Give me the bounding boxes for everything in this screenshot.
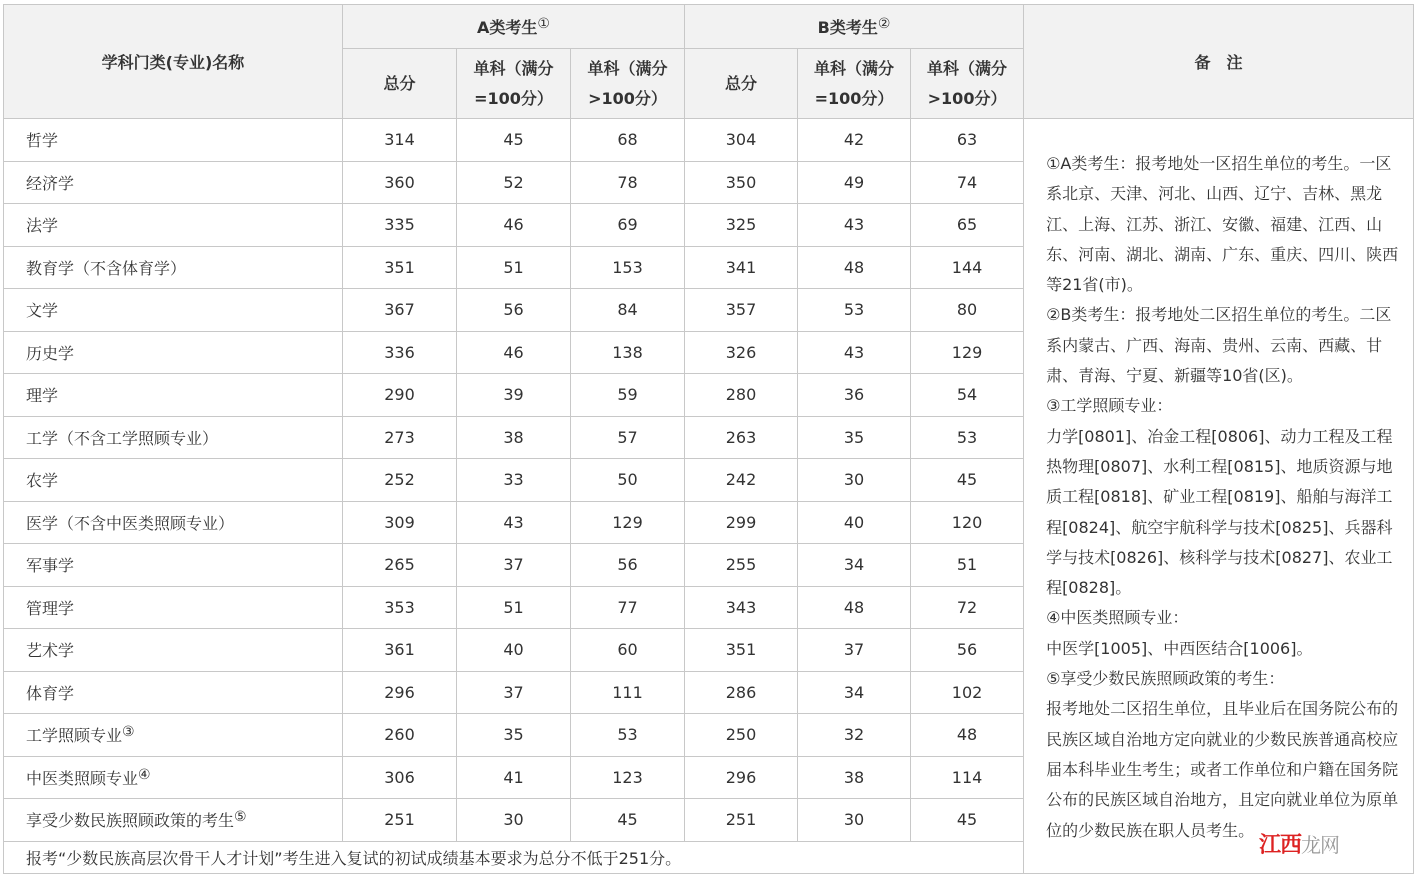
discipline-name-text: 历史学: [26, 343, 75, 363]
discipline-name-text: 享受少数民族照顾政策的考生: [26, 811, 235, 831]
score-cell-b-s100: 38: [798, 756, 911, 799]
score-cell-a-sgt100: 69: [571, 204, 685, 247]
discipline-name: [4, 289, 343, 332]
score-cell-b-total: 286: [685, 671, 798, 714]
table-body: [4, 119, 1414, 874]
group-a-mark: ①: [537, 16, 550, 32]
score-cell-b-sgt100: 129: [911, 331, 1024, 374]
score-cell-a-sgt100: 153: [571, 246, 685, 289]
score-cell-b-s100: 34: [798, 544, 911, 587]
score-cell-b-s100: 30: [798, 799, 911, 842]
score-cell-a-sgt100: 57: [571, 416, 685, 459]
discipline-name: [4, 119, 343, 162]
discipline-name: [4, 501, 343, 544]
discipline-name: [4, 671, 343, 714]
score-cell-a-total: 265: [343, 544, 457, 587]
score-cell-b-sgt100: 54: [911, 374, 1024, 417]
note-paragraph: ⑤享受少数民族照顾政策的考生：: [1046, 669, 1285, 689]
score-cell-b-s100: 32: [798, 714, 911, 757]
b-total-header: 总分: [685, 49, 798, 119]
score-cell-b-total: 351: [685, 629, 798, 672]
footnote-mark: ③: [122, 724, 135, 741]
note-paragraph: ④中医类照顾专业：: [1046, 608, 1189, 628]
note-paragraph: 力学[0801]、冶金工程[0806]、动力工程及工程热物理[0807]、水利工程[0815]、地质资源与地质工程[0818]、矿业工程[0819]、船舶与海洋工程[0824]、航空宇航科学与技术[0825]、兵器科学与技术[0826]、核科学与技术[0827]、农业工程[0828]。: [1046, 426, 1393, 598]
score-cell-a-total: 314: [343, 119, 457, 162]
notes-header: 备 注: [1024, 5, 1414, 119]
score-cell-a-total: 251: [343, 799, 457, 842]
b-single-gt100-header: 单科（满分>100分）: [911, 49, 1024, 119]
group-a-header: [343, 5, 685, 49]
discipline-name-text: 法学: [26, 216, 59, 236]
footnote-mark: ⑤: [234, 809, 247, 826]
discipline-name: [4, 756, 343, 799]
discipline-name-text: 管理学: [26, 598, 75, 618]
footer-note: 报考“少数民族高层次骨干人才计划”考生进入复试的初试成绩基本要求为总分不低于251分。: [4, 841, 1024, 873]
score-cell-a-total: 290: [343, 374, 457, 417]
watermark-main: 江西: [1259, 833, 1302, 858]
discipline-name: [4, 799, 343, 842]
discipline-name: [4, 629, 343, 672]
score-cell-b-s100: 48: [798, 246, 911, 289]
score-cell-a-total: 353: [343, 586, 457, 629]
score-cell-b-total: 280: [685, 374, 798, 417]
note-paragraph: 中医学[1005]、中西医结合[1006]。: [1046, 638, 1313, 658]
score-cell-b-s100: 49: [798, 161, 911, 204]
score-cell-b-sgt100: 144: [911, 246, 1024, 289]
score-cell-b-s100: 42: [798, 119, 911, 162]
score-cell-a-sgt100: 138: [571, 331, 685, 374]
score-cell-a-total: 296: [343, 671, 457, 714]
score-cell-a-s100: 43: [457, 501, 571, 544]
score-cell-a-s100: 40: [457, 629, 571, 672]
score-cell-b-total: 242: [685, 459, 798, 502]
discipline-name-text: 体育学: [26, 683, 75, 703]
score-cell-b-s100: 37: [798, 629, 911, 672]
score-cell-a-sgt100: 60: [571, 629, 685, 672]
score-cell-a-sgt100: 59: [571, 374, 685, 417]
score-cell-b-total: 296: [685, 756, 798, 799]
score-cell-b-sgt100: 114: [911, 756, 1024, 799]
score-cell-a-s100: 46: [457, 331, 571, 374]
score-cell-a-sgt100: 84: [571, 289, 685, 332]
score-cell-a-s100: 51: [457, 586, 571, 629]
discipline-name-text: 军事学: [26, 556, 75, 576]
score-table: [3, 4, 1414, 874]
score-cell-a-s100: 51: [457, 246, 571, 289]
score-cell-a-sgt100: 68: [571, 119, 685, 162]
score-cell-b-total: 304: [685, 119, 798, 162]
note-paragraph: ①A类考生：报考地处一区招生单位的考生。一区系北京、天津、河北、山西、辽宁、吉林、黑龙江、上海、江苏、浙江、安徽、福建、江西、山东、河南、湖北、湖南、广东、重庆、四川、陕西等21省(市)。: [1046, 154, 1399, 295]
score-cell-b-total: 250: [685, 714, 798, 757]
score-cell-b-s100: 53: [798, 289, 911, 332]
score-cell-a-sgt100: 78: [571, 161, 685, 204]
discipline-name-text: 工学（不含工学照顾专业）: [26, 428, 219, 448]
score-cell-a-s100: 56: [457, 289, 571, 332]
score-cell-a-sgt100: 123: [571, 756, 685, 799]
score-cell-b-sgt100: 72: [911, 586, 1024, 629]
score-cell-a-total: 309: [343, 501, 457, 544]
discipline-name-text: 文学: [26, 301, 59, 321]
score-cell-a-total: 335: [343, 204, 457, 247]
score-cell-b-total: 299: [685, 501, 798, 544]
discipline-name-text: 工学照顾专业: [26, 726, 123, 746]
score-cell-a-sgt100: 56: [571, 544, 685, 587]
score-cell-a-total: 367: [343, 289, 457, 332]
score-cell-b-sgt100: 56: [911, 629, 1024, 672]
discipline-name: [4, 246, 343, 289]
score-cell-a-sgt100: 129: [571, 501, 685, 544]
discipline-name: [4, 714, 343, 757]
score-cell-a-total: 260: [343, 714, 457, 757]
score-cell-b-total: 357: [685, 289, 798, 332]
discipline-name-text: 艺术学: [26, 641, 75, 661]
group-b-header: [685, 5, 1024, 49]
score-cell-b-total: 325: [685, 204, 798, 247]
discipline-name-text: 医学（不含中医类照顾专业）: [26, 513, 235, 533]
score-cell-b-sgt100: 45: [911, 459, 1024, 502]
score-cell-b-s100: 36: [798, 374, 911, 417]
notes-cell: [1024, 119, 1414, 874]
score-cell-b-total: 251: [685, 799, 798, 842]
score-cell-b-total: 263: [685, 416, 798, 459]
score-cell-a-s100: 45: [457, 119, 571, 162]
score-cell-a-s100: 30: [457, 799, 571, 842]
discipline-name: [4, 331, 343, 374]
score-cell-b-sgt100: 102: [911, 671, 1024, 714]
score-cell-a-s100: 35: [457, 714, 571, 757]
discipline-name: [4, 459, 343, 502]
score-cell-a-s100: 38: [457, 416, 571, 459]
discipline-name-text: 教育学（不含体育学）: [26, 258, 187, 278]
site-watermark: [1259, 828, 1339, 859]
score-cell-b-s100: 43: [798, 331, 911, 374]
score-cell-b-s100: 48: [798, 586, 911, 629]
score-cell-b-total: 326: [685, 331, 798, 374]
score-cell-b-total: 343: [685, 586, 798, 629]
score-cell-a-s100: 41: [457, 756, 571, 799]
score-cell-a-sgt100: 50: [571, 459, 685, 502]
score-cell-a-total: 361: [343, 629, 457, 672]
a-single100-header: 单科（满分=100分）: [457, 49, 571, 119]
a-single-gt100-header: 单科（满分>100分）: [571, 49, 685, 119]
score-cell-b-sgt100: 65: [911, 204, 1024, 247]
b-single100-header: 单科（满分=100分）: [798, 49, 911, 119]
note-paragraph: 报考地处二区招生单位，且毕业后在国务院公布的民族区域自治地方定向就业的少数民族普通高校应届本科毕业生考生；或者工作单位和户籍在国务院公布的民族区域自治地方，且定向就业单位为原单位的少数民族在职人员考生。: [1046, 699, 1399, 840]
score-cell-a-s100: 52: [457, 161, 571, 204]
score-cell-a-total: 360: [343, 161, 457, 204]
score-cell-a-total: 306: [343, 756, 457, 799]
discipline-name-text: 经济学: [26, 173, 75, 193]
score-cell-b-sgt100: 63: [911, 119, 1024, 162]
score-cell-a-s100: 37: [457, 544, 571, 587]
score-cell-a-sgt100: 53: [571, 714, 685, 757]
score-cell-b-sgt100: 80: [911, 289, 1024, 332]
score-cell-a-total: 252: [343, 459, 457, 502]
score-cell-a-s100: 39: [457, 374, 571, 417]
note-paragraph: ③工学照顾专业：: [1046, 396, 1173, 416]
score-cell-b-sgt100: 74: [911, 161, 1024, 204]
score-cell-b-s100: 30: [798, 459, 911, 502]
score-cell-a-s100: 46: [457, 204, 571, 247]
score-cell-b-sgt100: 53: [911, 416, 1024, 459]
discipline-name: [4, 161, 343, 204]
score-cell-b-s100: 40: [798, 501, 911, 544]
discipline-name: [4, 586, 343, 629]
score-cell-a-s100: 33: [457, 459, 571, 502]
watermark-light: 龙网: [1301, 833, 1340, 857]
discipline-name-text: 中医类照顾专业: [26, 768, 139, 788]
footnote-mark: ④: [138, 766, 151, 783]
score-cell-b-sgt100: 120: [911, 501, 1024, 544]
discipline-name: [4, 374, 343, 417]
score-cell-a-sgt100: 111: [571, 671, 685, 714]
note-paragraph: ②B类考生：报考地处二区招生单位的考生。二区系内蒙古、广西、海南、贵州、云南、西藏、甘肃、青海、宁夏、新疆等10省(区)。: [1046, 305, 1392, 386]
score-cell-b-sgt100: 45: [911, 799, 1024, 842]
discipline-name-text: 哲学: [26, 131, 59, 151]
score-cell-a-s100: 37: [457, 671, 571, 714]
score-cell-b-total: 350: [685, 161, 798, 204]
score-cell-b-sgt100: 48: [911, 714, 1024, 757]
score-cell-b-total: 255: [685, 544, 798, 587]
discipline-name: [4, 204, 343, 247]
discipline-header: 学科门类(专业)名称: [4, 5, 343, 119]
score-cell-b-sgt100: 51: [911, 544, 1024, 587]
score-cell-a-total: 336: [343, 331, 457, 374]
score-cell-a-total: 351: [343, 246, 457, 289]
score-cell-a-sgt100: 77: [571, 586, 685, 629]
score-cell-b-s100: 34: [798, 671, 911, 714]
group-b-label: B类考生: [817, 18, 878, 37]
a-total-header: 总分: [343, 49, 457, 119]
group-a-label: A类考生: [477, 18, 538, 37]
group-b-mark: ②: [877, 16, 891, 32]
discipline-name: [4, 416, 343, 459]
score-cell-b-total: 341: [685, 246, 798, 289]
score-cell-a-sgt100: 45: [571, 799, 685, 842]
discipline-name-text: 理学: [26, 386, 59, 406]
score-cell-b-s100: 35: [798, 416, 911, 459]
discipline-name: [4, 544, 343, 587]
score-cell-b-s100: 43: [798, 204, 911, 247]
score-cell-a-total: 273: [343, 416, 457, 459]
discipline-name-text: 农学: [26, 471, 59, 491]
table-row: [4, 119, 1414, 162]
